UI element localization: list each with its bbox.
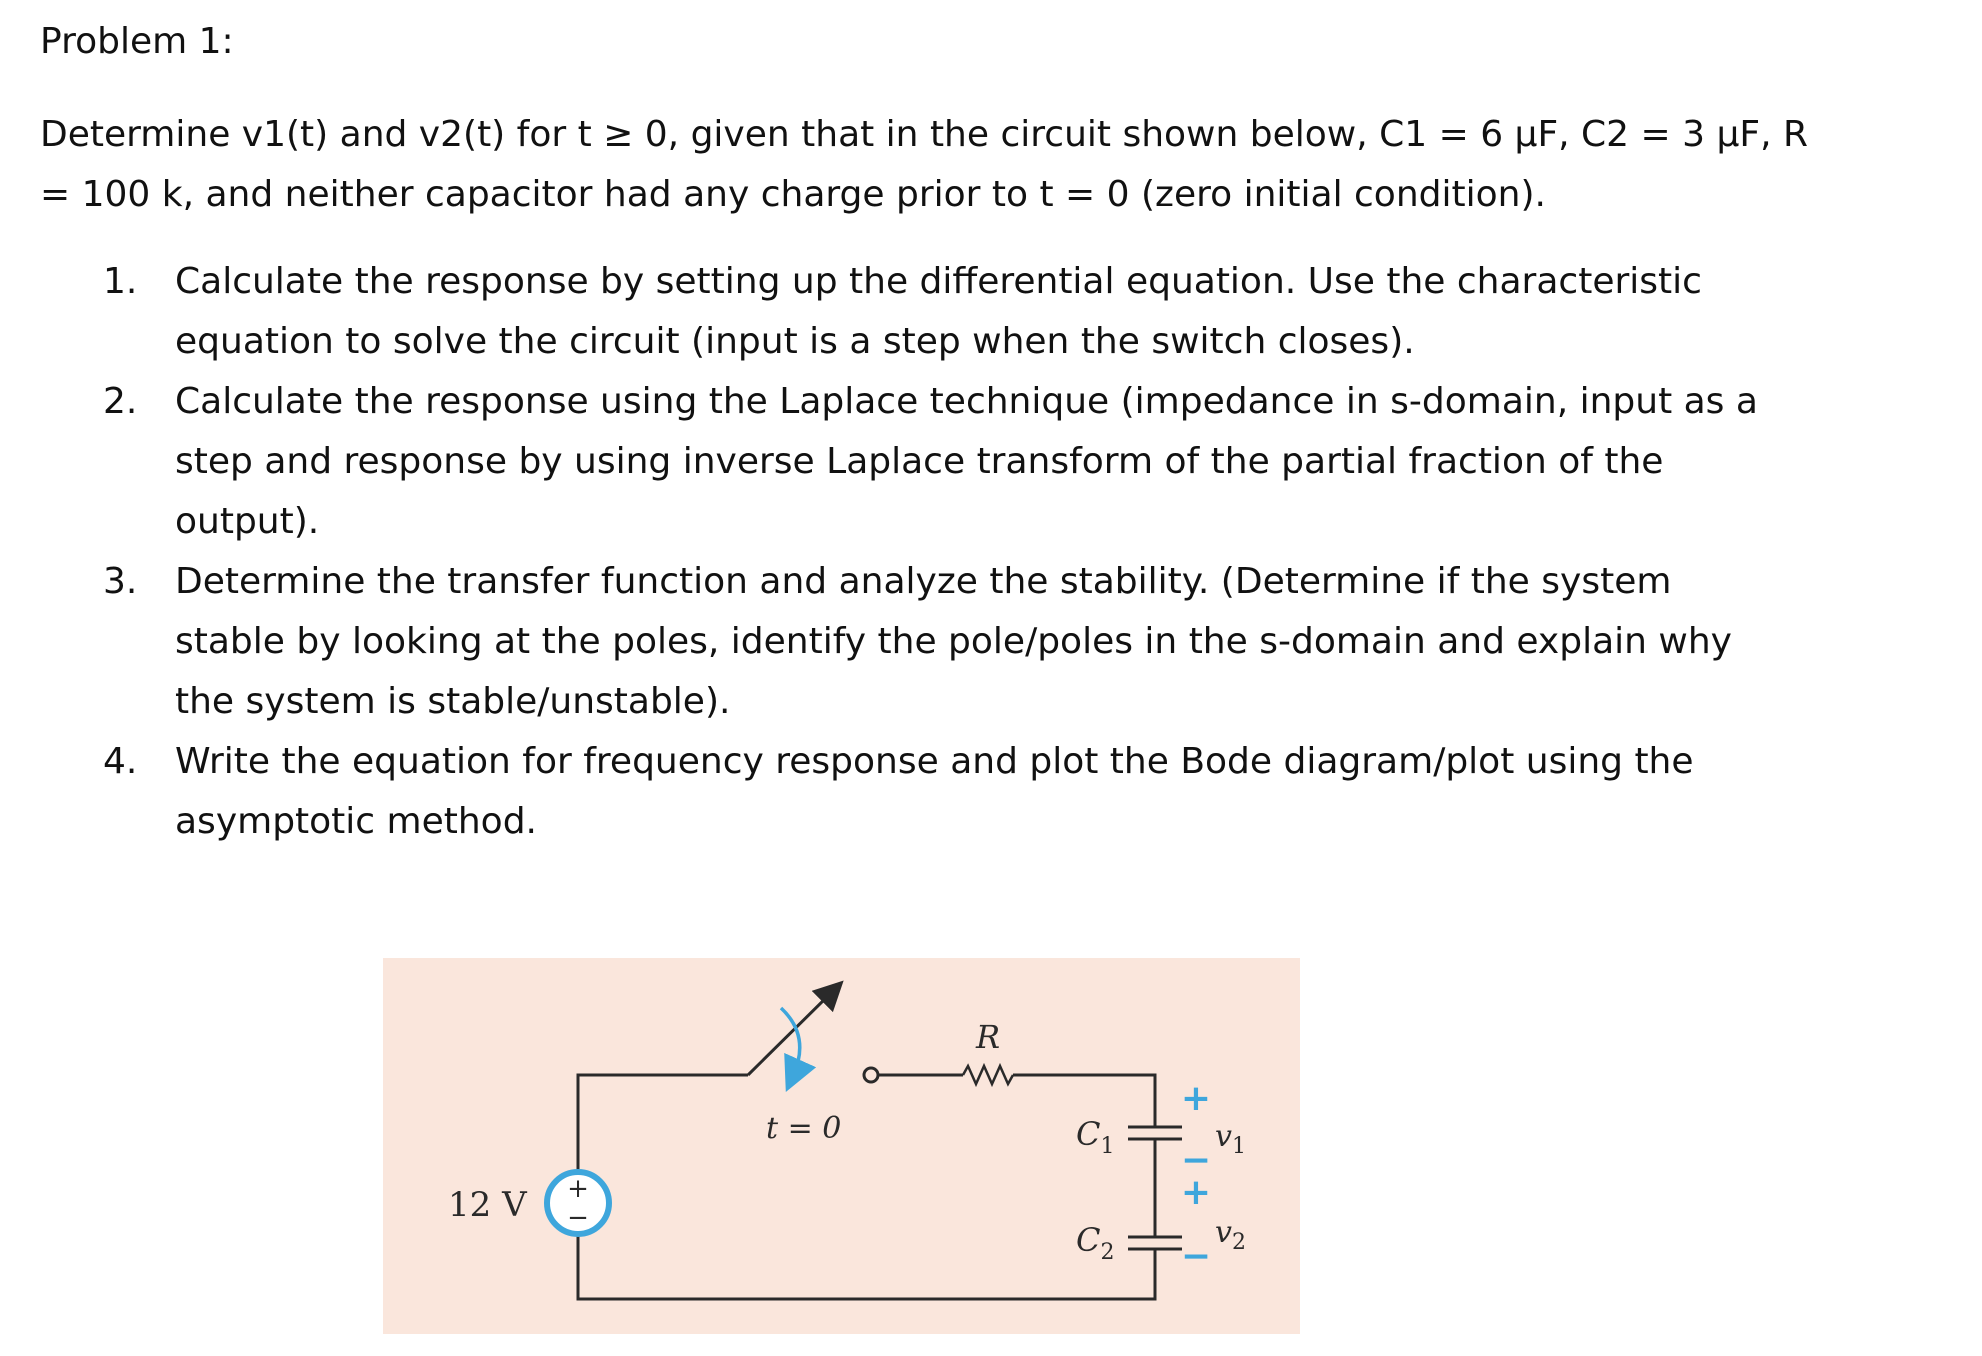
capacitor-c2-subscript: 2 bbox=[1100, 1240, 1115, 1265]
task-number: 3. bbox=[103, 561, 138, 602]
capacitor-c1-subscript: 1 bbox=[1100, 1134, 1115, 1159]
switch-motion-arrow bbox=[781, 1008, 800, 1076]
task-line: the system is stable/unstable). bbox=[175, 681, 731, 722]
task-line: Calculate the response by setting up the differential equation. Use the characteristic bbox=[175, 261, 1702, 302]
capacitor-c2-letter: C bbox=[1076, 1221, 1101, 1259]
task-line: step and response by using inverse Laplace transform of the partial fraction of the bbox=[175, 441, 1664, 482]
task-number: 4. bbox=[103, 741, 138, 782]
resistor-symbol bbox=[963, 1066, 1013, 1084]
task-line: Write the equation for frequency response and plot the Bode diagram/plot using the bbox=[175, 741, 1694, 782]
v1-minus-sign: − bbox=[1180, 1140, 1212, 1181]
v1-label bbox=[1215, 1119, 1246, 1159]
switch-contact bbox=[864, 1068, 878, 1082]
wire-left-bottom bbox=[578, 1230, 1155, 1299]
switch-time-label: t = 0 bbox=[766, 1111, 842, 1146]
v2-plus-sign: + bbox=[1180, 1172, 1212, 1213]
task-item-1 bbox=[0, 252, 1925, 372]
task-item-2 bbox=[0, 372, 1925, 552]
v2-letter: v bbox=[1215, 1215, 1232, 1250]
voltage-source-minus: − bbox=[567, 1203, 589, 1233]
voltage-source-label: 12 V bbox=[448, 1185, 527, 1225]
v1-plus-sign: + bbox=[1180, 1078, 1212, 1119]
problem-title: Problem 1: bbox=[40, 21, 234, 62]
problem-statement bbox=[40, 105, 1920, 225]
problem-statement-line: = 100 k, and neither capacitor had any charge prior to t = 0 (zero initial condition). bbox=[40, 174, 1546, 215]
problem-statement-line: Determine v1(t) and v2(t) for t ≥ 0, given that in the circuit shown below, C1 = 6 μF, C2 = 3 μF, R bbox=[40, 114, 1808, 155]
switch-blade bbox=[748, 991, 833, 1075]
circuit-svg bbox=[383, 958, 1300, 1334]
task-item-4 bbox=[0, 732, 1925, 852]
task-list bbox=[0, 252, 1925, 852]
v1-letter: v bbox=[1215, 1119, 1232, 1154]
capacitor-c1-label bbox=[1076, 1115, 1114, 1159]
capacitor-c2-label bbox=[1076, 1221, 1114, 1265]
task-number: 2. bbox=[103, 381, 138, 422]
v1-subscript: 1 bbox=[1231, 1134, 1246, 1159]
task-number: 1. bbox=[103, 261, 138, 302]
resistor-label: R bbox=[975, 1018, 1001, 1056]
v2-label bbox=[1215, 1215, 1246, 1255]
v2-minus-sign: − bbox=[1180, 1236, 1212, 1277]
task-line: Determine the transfer function and analyze the stability. (Determine if the system bbox=[175, 561, 1672, 602]
task-line: stable by looking at the poles, identify the pole/poles in the s-domain and explain why bbox=[175, 621, 1732, 662]
circuit-diagram bbox=[383, 958, 1300, 1334]
capacitor-c1-letter: C bbox=[1076, 1115, 1101, 1153]
wire-top-left bbox=[578, 1075, 748, 1177]
task-line: output). bbox=[175, 501, 320, 542]
v2-subscript: 2 bbox=[1231, 1230, 1246, 1255]
task-line: equation to solve the circuit (input is a step when the switch closes). bbox=[175, 321, 1415, 362]
task-line: Calculate the response using the Laplace technique (impedance in s-domain, input as a bbox=[175, 381, 1758, 422]
task-line: asymptotic method. bbox=[175, 801, 538, 842]
voltage-source-plus: + bbox=[567, 1174, 589, 1204]
task-item-3 bbox=[0, 552, 1925, 732]
